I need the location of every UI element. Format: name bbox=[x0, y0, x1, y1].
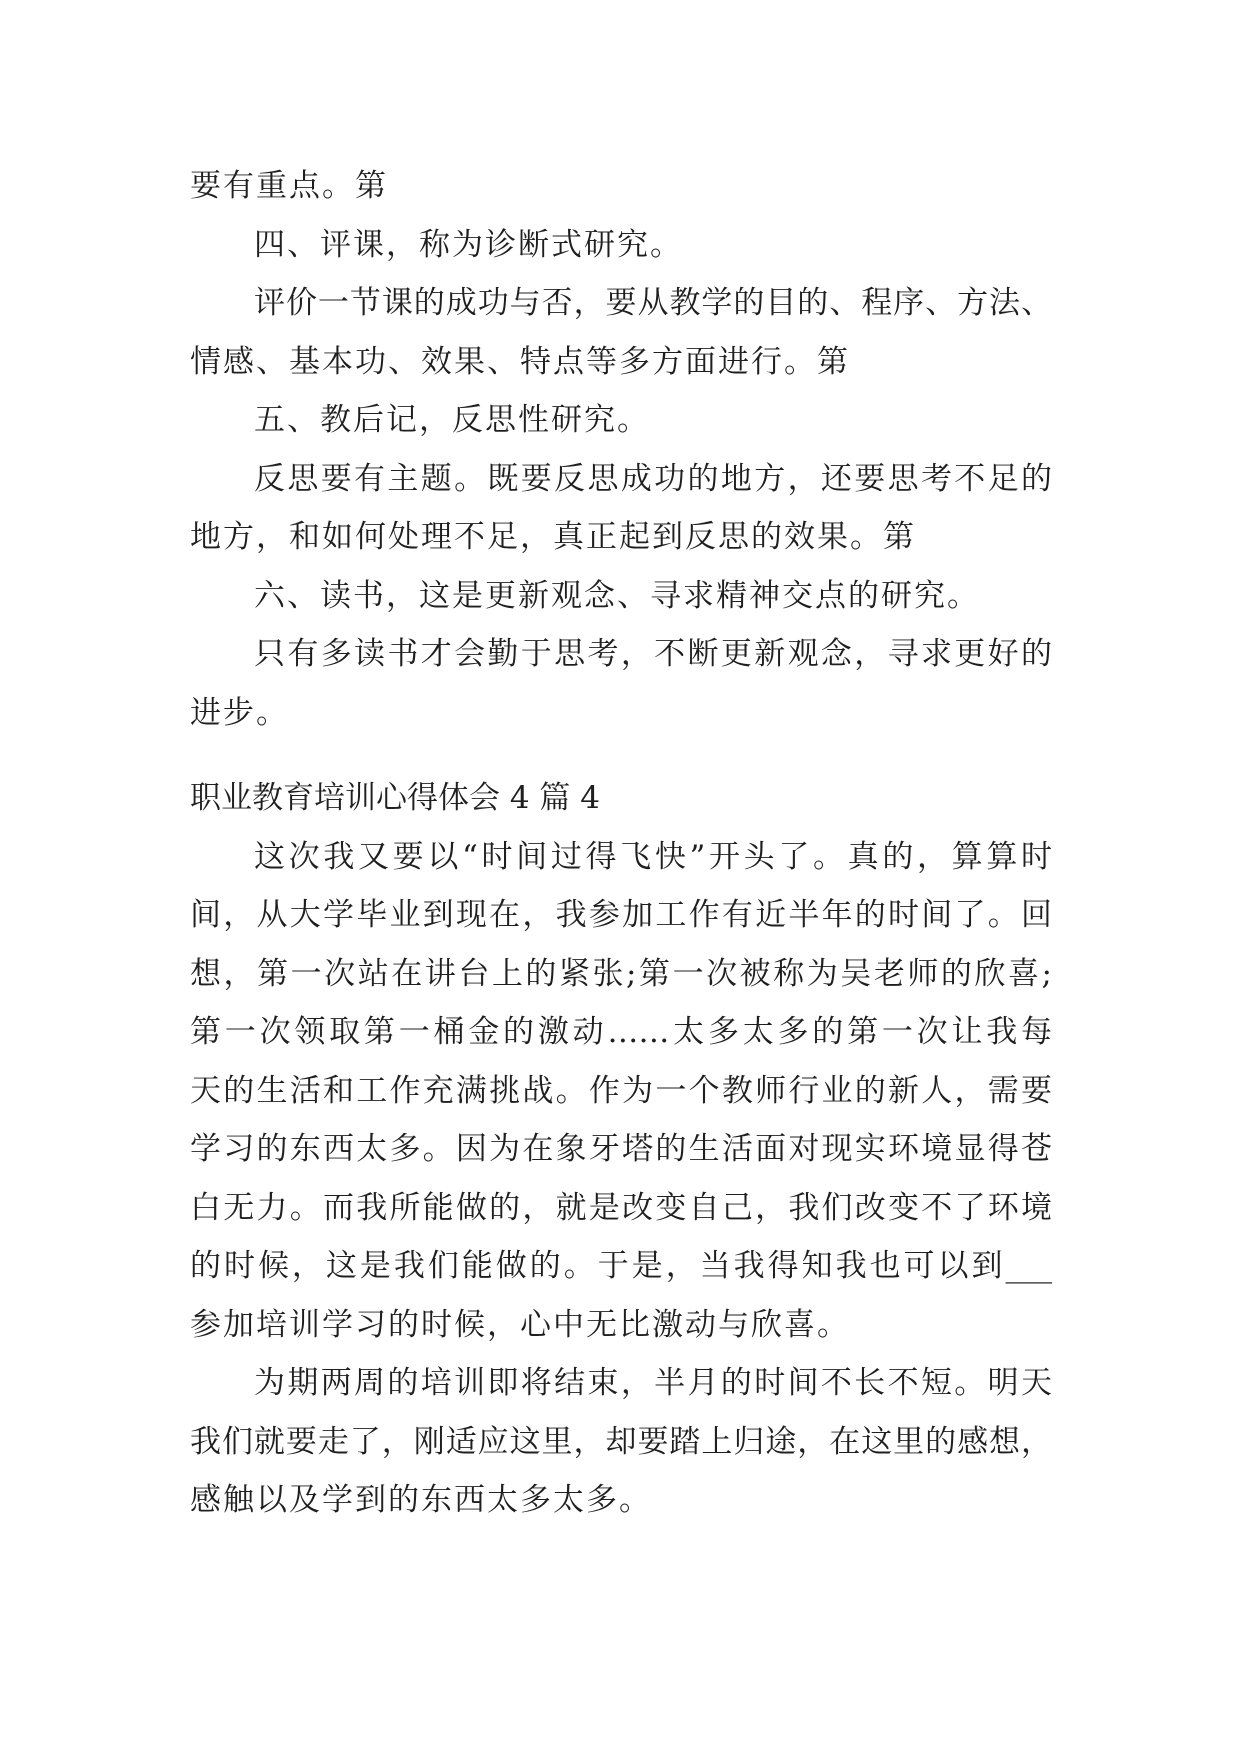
paragraph-line: 进步。 bbox=[190, 694, 289, 731]
paragraph-line: 四、评课，称为诊断式研究。 bbox=[254, 226, 683, 263]
paragraph-line: 间，从大学毕业到现在，我参加工作有近半年的时间了。回 bbox=[190, 897, 1052, 933]
paragraph-line: 白无力。而我所能做的，就是改变自己，我们改变不了环境 bbox=[190, 1189, 1052, 1226]
paragraph-line: 这次我又要以“时间过得飞快”开头了。真的，算算时 bbox=[254, 838, 1052, 875]
paragraph-line: 想，第一次站在讲台上的紧张;第一次被称为吴老师的欣喜; bbox=[190, 955, 1052, 992]
paragraph-line: 学习的东西太多。因为在象牙塔的生活面对现实环境显得苍 bbox=[190, 1131, 1052, 1167]
section-2 bbox=[190, 769, 1052, 1530]
section-1 bbox=[190, 157, 1052, 742]
paragraph bbox=[190, 828, 1052, 1355]
paragraph-line: 只有多读书才会勤于思考，不断更新观念，寻求更好的 bbox=[254, 636, 1052, 672]
paragraph bbox=[190, 274, 1052, 391]
paragraph-line: 反思要有主题。既要反思成功的地方，还要思考不足的 bbox=[254, 460, 1052, 497]
paragraph-line: 的时候，这是我们能做的。于是，当我得知我也可以到___ bbox=[190, 1248, 1052, 1284]
paragraph bbox=[190, 157, 1052, 216]
paragraph bbox=[190, 450, 1052, 567]
paragraph bbox=[190, 216, 1052, 275]
paragraph-line: 地方，和如何处理不足，真正起到反思的效果。第 bbox=[190, 519, 916, 555]
paragraph-line: 感触以及学到的东西太多太多。 bbox=[190, 1482, 652, 1518]
paragraph bbox=[190, 625, 1052, 742]
paragraph-line: 参加培训学习的时候，心中无比激动与欣喜。 bbox=[190, 1306, 850, 1343]
paragraph-line: 要有重点。第 bbox=[190, 168, 388, 204]
paragraph-line: 第一次领取第一桶金的激动……太多太多的第一次让我每 bbox=[190, 1014, 1052, 1050]
section-heading: 职业教育培训心得体会 4 篇 4 bbox=[190, 780, 601, 816]
paragraph-line: 天的生活和工作充满挑战。作为一个教师行业的新人，需要 bbox=[190, 1072, 1052, 1109]
paragraph bbox=[190, 567, 1052, 626]
paragraph-line: 评价一节课的成功与否，要从教学的目的、程序、方法、 bbox=[254, 285, 1052, 321]
paragraph-line: 为期两周的培训即将结束，半月的时间不长不短。明天 bbox=[254, 1365, 1052, 1401]
paragraph-line: 我们就要走了，刚适应这里，却要踏上归途，在这里的感想， bbox=[190, 1423, 1052, 1460]
paragraph-line: 五、教后记，反思性研究。 bbox=[254, 402, 650, 438]
paragraph-line: 情感、基本功、效果、特点等多方面进行。第 bbox=[190, 343, 850, 380]
paragraph bbox=[190, 1354, 1052, 1530]
paragraph-line: 六、读书，这是更新观念、寻求精神交点的研究。 bbox=[254, 577, 980, 614]
paragraph bbox=[190, 391, 1052, 450]
